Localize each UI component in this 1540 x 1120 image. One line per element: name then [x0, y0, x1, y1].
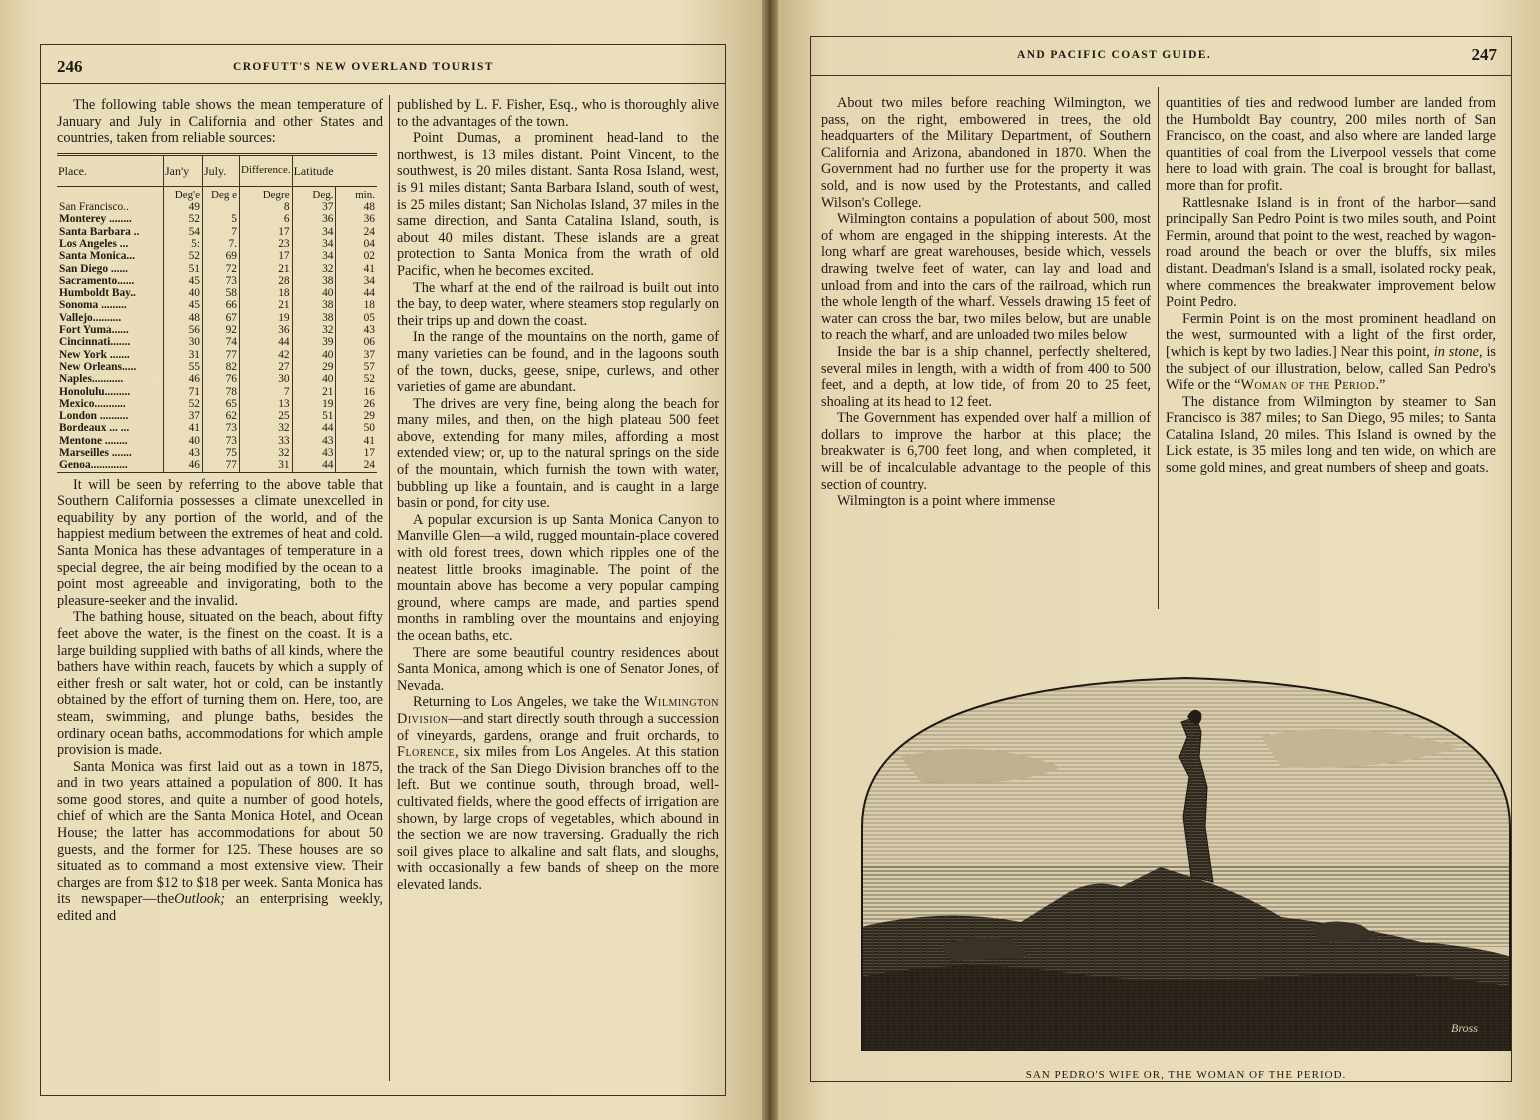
value-cell: 72: [203, 263, 240, 275]
value-cell: 7.: [203, 238, 240, 250]
place-cell: Vallejo..........: [59, 311, 122, 324]
value-cell: 41: [336, 435, 377, 447]
table-row: [57, 435, 377, 447]
fermin-text-b: is the subject of our illustration, below, called San Pedro's Wife or the “: [1166, 343, 1496, 394]
left-column-2: [397, 97, 719, 894]
fermin-text-a: Fermin Point is on the most prominent headland on the west, surmounted with a light of the first order, [which is kept by two ladies.] Near this point,: [1166, 310, 1496, 360]
value-cell: 34: [292, 226, 336, 238]
value-cell: 37: [164, 410, 203, 422]
table-header-january: Jan'y: [164, 154, 203, 186]
engraving-image: [861, 677, 1511, 1051]
place-cell: Fort Yuma......: [59, 324, 129, 337]
returning-text-a: Returning to Los Angeles, we take the: [413, 694, 645, 711]
value-cell: 67: [203, 312, 240, 324]
value-cell: 17: [336, 447, 377, 459]
outlook-newspaper-name: Outlook;: [174, 891, 225, 908]
value-cell: 40: [164, 435, 203, 447]
value-cell: 58: [203, 287, 240, 299]
table-header-july: July.: [203, 154, 240, 186]
place-cell: San Diego ......: [59, 262, 128, 275]
value-cell: 8: [240, 201, 293, 213]
excursion-paragraph: A popular excursion is up Santa Monica Canyon to Manville Glen—a wild, rugged mountain-place covered with old forest trees, down which ripples one of the neatest little brooks imaginable. The point of the mountain above has become a very popular camping ground, where camps are made, and parties spend months in rambling over the mountains and enjoying the ocean baths, etc.: [397, 511, 719, 644]
table-row: [57, 287, 377, 299]
value-cell: 36: [240, 324, 293, 336]
value-cell: 44: [336, 287, 377, 299]
value-cell: 41: [164, 422, 203, 434]
illustration-caption: SAN PEDRO'S WIFE OR, THE WOMAN OF THE PERIOD.: [1025, 1069, 1347, 1081]
value-cell: 04: [336, 238, 377, 250]
value-cell: 16: [336, 386, 377, 398]
value-cell: 45: [164, 299, 203, 311]
place-cell: Sonoma .........: [59, 299, 127, 312]
value-cell: 78: [203, 386, 240, 398]
santa-monica-text: Santa Monica was first laid out as a town in 1875, and in two years attained a population of 800. It has some good stores, and quite a number of good hotels, chief of which are the Santa Monica Hotel, and Ocean House; the latter has accommodations for about 50 guests, and the former for 125. These houses are so situated as to command a most extensive view. Their charges are from $12 to $18 per week. Santa Monica has its newspaper—the: [57, 758, 383, 908]
value-cell: 41: [336, 263, 377, 275]
wilmington-division-name: Wilmington Division: [397, 694, 719, 727]
value-cell: 21: [240, 263, 293, 275]
ship-channel-paragraph: Inside the bar is a ship channel, perfectly sheltered, several miles in length, with a width of from 400 to 500 feet, and a depth, at low tide, of from 20 to 25 feet, shoaling at its head to 12 feet.: [821, 343, 1151, 410]
table-row: [57, 238, 377, 250]
value-cell: 44: [240, 336, 293, 348]
place-cell: Humboldt Bay..: [59, 287, 136, 300]
value-cell: 75: [203, 447, 240, 459]
value-cell: 32: [240, 447, 293, 459]
value-cell: 55: [164, 361, 203, 373]
value-cell: 18: [336, 299, 377, 311]
value-cell: 5:: [164, 238, 203, 250]
table-row: [57, 459, 377, 472]
left-page-number: 246: [57, 57, 83, 76]
value-cell: 17: [240, 226, 293, 238]
place-cell: Bordeaux ... ...: [59, 422, 130, 435]
bathing-house-paragraph: The bathing house, situated on the beach, about fifty feet above the water, is the finest on the coast. It is a large building supplied with baths of all kinds, where the bathers have within reach, faucets by which a supply of either fresh or salt water, hot or cold, can be instantly obtained by the effort of turning them on. Here, too, are steam, swimming, and plunge baths, besides the ordinary ocean baths, accommodations for which ample provision is made.: [57, 609, 383, 759]
value-cell: 7: [203, 226, 240, 238]
lumber-paragraph: quantities of ties and redwood lumber are landed from the Humboldt Bay country, 200 miles north of San Francisco, on the coast, and also where are landed large quantities of coal from the Liverpool vessels that come here to load with grain. The coal is brought for ballast, more than for profit.: [1166, 95, 1496, 194]
table-row: [57, 373, 377, 385]
table-intro: The following table shows the mean temperature of January and July in California and other States and countries, taken from reliable sources:: [57, 97, 383, 147]
wilmington-point-paragraph: Wilmington is a point where immense: [837, 493, 1056, 510]
value-cell: 46: [164, 373, 203, 385]
place-cell: Cincinnati.......: [59, 336, 131, 349]
value-cell: 38: [292, 312, 336, 324]
right-column-2: [1166, 95, 1496, 477]
value-cell: 44: [292, 459, 336, 472]
mountains-paragraph: In the range of the mountains on the north, game of many varieties can be found, and in the lagoons south of the town, ducks, geese, snipe, curlews, and other varieties of game are abundant.: [397, 329, 719, 396]
place-cell: London ..........: [59, 410, 129, 423]
table-row: [57, 250, 377, 262]
value-cell: 65: [203, 398, 240, 410]
table-row: [57, 361, 377, 373]
value-cell: 74: [203, 336, 240, 348]
value-cell: 05: [336, 312, 377, 324]
returning-text-c: , six miles from Los Angeles. At this station the track of the San Diego Division branches off to the left. But we continue south, through broad, well-cultivated fields, where the good effects of irrigation are shown, by large crops of vegetables, which abound in the section we are now traversing. Gradually the rich soil gives place to alkaline and salt flats, and sloughs, with occasionally a few bands of sheep on the more elevated lands.: [397, 744, 719, 893]
unit-cell: min.: [336, 186, 377, 201]
value-cell: 42: [240, 349, 293, 361]
woman-of-period-name: Woman of the Period: [1240, 377, 1376, 394]
value-cell: 06: [336, 336, 377, 348]
drives-paragraph: The drives are very fine, being along the beach for many miles, and then, on the high plateau 500 feet above, extending for many miles, affording a most extended view; or, up to the natural springs on the side of the mountain, which furnish the town with water, bubbling up like a fountain, and is caught in a large basin or pond, for city use.: [397, 395, 719, 512]
value-cell: 50: [336, 422, 377, 434]
table-header-difference: Difference.: [240, 154, 293, 186]
table-header-place: Place.: [57, 154, 164, 186]
place-cell: New York .......: [59, 348, 130, 361]
table-row: [57, 324, 377, 336]
value-cell: 43: [292, 435, 336, 447]
value-cell: 46: [164, 459, 203, 472]
right-page-header: [811, 37, 1511, 76]
table-row: [57, 213, 377, 225]
value-cell: 82: [203, 361, 240, 373]
temperature-table-body: [57, 186, 377, 472]
place-cell: Santa Monica...: [59, 250, 135, 263]
right-running-head: AND PACIFIC COAST GUIDE.: [1017, 49, 1212, 61]
value-cell: 62: [203, 410, 240, 422]
wilmington-approach-paragraph: About two miles before reaching Wilmington, we pass, on the right, embowered in trees, the old headquarters of the Military Department, of Southern California and Arizona, abandoned in 1870. When the Government had no further use for the property it was sold, and is now used by the Protestants, and called Wilson's College.: [821, 95, 1151, 211]
value-cell: 24: [336, 459, 377, 472]
value-cell: 49: [164, 201, 203, 213]
table-row: [57, 275, 377, 287]
rattlesnake-island-paragraph: Rattlesnake Island is in front of the harbor—sand principally San Pedro Point is two miles south, and Point Fermin, around that point to the west, reached by wagon-road around the beach or over the bluffs, six miles distant. Deadman's Island is a small, isolated rocky peak, where commences the breakwater improvement below Point Pedro.: [1166, 194, 1496, 311]
left-running-head: CROFUTT'S NEW OVERLAND TOURIST: [233, 61, 494, 73]
place-cell: Genoa.............: [59, 459, 128, 472]
left-page-frame: [40, 44, 726, 1096]
value-cell: 37: [336, 349, 377, 361]
fermin-text-c: .”: [1375, 377, 1386, 394]
wilmington-population-paragraph: Wilmington contains a population of about 500, most of whom are engaged in the shipping interests. At the long wharf are great warehouses, beside which, vessels drawing twelve feet of water, can lay and load and unload from and into the cars of the railroad, which run the whole length of the wharf. Vessels drawing 15 feet of water can cross the bar, two miles below, but are unable to reach the wharf, and are unloaded two miles below: [821, 211, 1151, 344]
value-cell: 36: [292, 213, 336, 225]
left-page-header: [41, 45, 725, 84]
value-cell: 32: [292, 324, 336, 336]
climate-paragraph: It will be seen by referring to the above table that Southern California possesses a climate unexcelled in equability by any portion of the world, and of the happiest medium between the extremes of heat and cold. Santa Monica has these advantages of temperature in a special degree, the air being modified by the ocean to a point most agreeable and invigorating, both to the pleasure-seeker and the invalid.: [57, 476, 383, 609]
government-harbor-paragraph: The Government has expended over half a million of dollars to improve the harbor at this place; the breakwater is 6,700 feet long, and when completed, it will be of incalculable advantage to the people of this section of country.: [821, 410, 1151, 493]
value-cell: 34: [336, 275, 377, 287]
table-row: [57, 410, 377, 422]
table-row: [57, 422, 377, 434]
left-page: [0, 0, 762, 1120]
value-cell: 43: [164, 447, 203, 459]
fermin-point-paragraph: [1166, 311, 1496, 394]
unit-cell: Degre: [240, 186, 293, 201]
value-cell: 36: [336, 213, 377, 225]
value-cell: 30: [164, 336, 203, 348]
value-cell: 56: [164, 324, 203, 336]
unit-cell: Deg'e: [164, 186, 203, 201]
left-column-1: [57, 97, 383, 925]
value-cell: 21: [292, 386, 336, 398]
value-cell: 37: [292, 201, 336, 213]
left-column-divider: [389, 95, 390, 1081]
value-cell: 52: [164, 398, 203, 410]
value-cell: 44: [292, 422, 336, 434]
table-row: [57, 299, 377, 311]
returning-paragraph: [397, 694, 719, 893]
place-cell: Santa Barbara ..: [59, 225, 140, 238]
outlook-tail-text: an enterprising weekly, edited and: [57, 891, 383, 925]
table-row: [57, 386, 377, 398]
value-cell: 77: [203, 349, 240, 361]
value-cell: 19: [292, 398, 336, 410]
value-cell: 25: [240, 410, 293, 422]
value-cell: 19: [240, 312, 293, 324]
value-cell: 02: [336, 250, 377, 262]
table-header-latitude: Latitude: [292, 154, 377, 186]
florence-name: Florence: [397, 744, 456, 761]
right-page: [778, 0, 1540, 1120]
value-cell: 38: [292, 275, 336, 287]
unit-cell: Deg.: [292, 186, 336, 201]
table-row: [57, 398, 377, 410]
value-cell: 40: [164, 287, 203, 299]
place-cell: Naples...........: [59, 373, 124, 386]
value-cell: 17: [240, 250, 293, 262]
unit-cell: [57, 186, 164, 201]
value-cell: 32: [292, 263, 336, 275]
wharf-paragraph: The wharf at the end of the railroad is built out into the bay, to deep water, where steamers stop regularly on their trips up and down the coast.: [397, 279, 719, 329]
right-column-divider: [1158, 87, 1159, 609]
value-cell: 43: [292, 447, 336, 459]
value-cell: 54: [164, 226, 203, 238]
value-cell: 40: [292, 373, 336, 385]
value-cell: 34: [292, 250, 336, 262]
value-cell: 30: [240, 373, 293, 385]
value-cell: 73: [203, 422, 240, 434]
table-row: [57, 447, 377, 459]
value-cell: 51: [292, 410, 336, 422]
value-cell: 40: [292, 349, 336, 361]
santa-monica-paragraph: [57, 759, 383, 925]
value-cell: 43: [336, 324, 377, 336]
value-cell: 76: [203, 373, 240, 385]
value-cell: 48: [164, 312, 203, 324]
value-cell: 69: [203, 250, 240, 262]
place-cell: Mexico...........: [59, 397, 126, 410]
value-cell: 24: [336, 226, 377, 238]
returning-text-b: —and start directly south through a succession of vineyards, gardens, orange and fruit orchards, to: [397, 710, 719, 744]
temperature-table: [57, 153, 377, 473]
place-cell: Sacramento......: [59, 274, 135, 287]
value-cell: 31: [240, 459, 293, 472]
right-page-frame: [810, 36, 1512, 1082]
place-cell: San Francisco..: [59, 201, 129, 214]
table-row: [57, 336, 377, 348]
value-cell: 31: [164, 349, 203, 361]
value-cell: 40: [292, 287, 336, 299]
value-cell: 92: [203, 324, 240, 336]
value-cell: 38: [292, 299, 336, 311]
table-units-row: [57, 186, 377, 201]
value-cell: 73: [203, 435, 240, 447]
table-row: [57, 201, 377, 213]
value-cell: 57: [336, 361, 377, 373]
value-cell: 13: [240, 398, 293, 410]
value-cell: 48: [336, 201, 377, 213]
place-cell: Monterey ........: [59, 213, 132, 226]
value-cell: [203, 201, 240, 213]
value-cell: 27: [240, 361, 293, 373]
right-column-1: [821, 95, 1151, 510]
value-cell: 21: [240, 299, 293, 311]
value-cell: 77: [203, 459, 240, 472]
place-cell: New Orleans.....: [59, 360, 137, 373]
value-cell: 7: [240, 386, 293, 398]
distances-paragraph: The distance from Wilmington by steamer to San Francisco is 387 miles; to San Diego, 95 miles; to Santa Catalina Island, 20 miles. This Island is owned by the Lick estate, is 35 miles long and ten wide, on which are some gold mines, and great numbers of sheep and goats.: [1166, 393, 1496, 477]
value-cell: 28: [240, 275, 293, 287]
value-cell: 32: [240, 422, 293, 434]
unit-cell: Deg e: [203, 186, 240, 201]
value-cell: 34: [292, 238, 336, 250]
place-cell: Los Angeles ...: [59, 237, 129, 250]
fisher-paragraph: published by L. F. Fisher, Esq., who is thoroughly alive to the advantages of the town.: [397, 97, 719, 130]
value-cell: 26: [336, 398, 377, 410]
point-dumas-paragraph: Point Dumas, a prominent head-land to the northwest, is 13 miles distant. Point Vincent, to the southwest, is 20 miles distant. Santa Rosa Island, west, is 91 miles distant; Santa Barbara Island, south of west, is 25 miles distant; San Nicholas Island, 37 miles in the same direction, and Santa Catalina Island, south, is about 40 miles distant. These islands are a great protection to Santa Monica from the wrath of old Pacific, when he becomes excited.: [397, 130, 719, 279]
residences-paragraph: There are some beautiful country residences about Santa Monica, among which is one of Senator Jones, of Nevada.: [397, 644, 719, 694]
table-row: [57, 263, 377, 275]
value-cell: 52: [164, 213, 203, 225]
place-cell: Marseilles .......: [59, 447, 132, 460]
value-cell: 5: [203, 213, 240, 225]
value-cell: 6: [240, 213, 293, 225]
book-gutter: [762, 0, 778, 1120]
in-stone-italic: in stone,: [1433, 343, 1483, 360]
value-cell: 52: [164, 250, 203, 262]
value-cell: 66: [203, 299, 240, 311]
value-cell: 23: [240, 238, 293, 250]
table-row: [57, 349, 377, 361]
place-cell: Honolulu.........: [59, 385, 131, 398]
value-cell: 29: [336, 410, 377, 422]
right-page-number: 247: [1471, 45, 1497, 64]
san-pedros-wife-engraving: [861, 677, 1511, 1051]
value-cell: 51: [164, 263, 203, 275]
table-row: [57, 312, 377, 324]
value-cell: 39: [292, 336, 336, 348]
table-row: [57, 226, 377, 238]
value-cell: 29: [292, 361, 336, 373]
place-cell: Mentone ........: [59, 434, 128, 447]
value-cell: 52: [336, 373, 377, 385]
value-cell: 45: [164, 275, 203, 287]
value-cell: 18: [240, 287, 293, 299]
value-cell: 73: [203, 275, 240, 287]
engraver-signature: Bross: [1451, 1021, 1478, 1035]
value-cell: 33: [240, 435, 293, 447]
value-cell: 71: [164, 386, 203, 398]
